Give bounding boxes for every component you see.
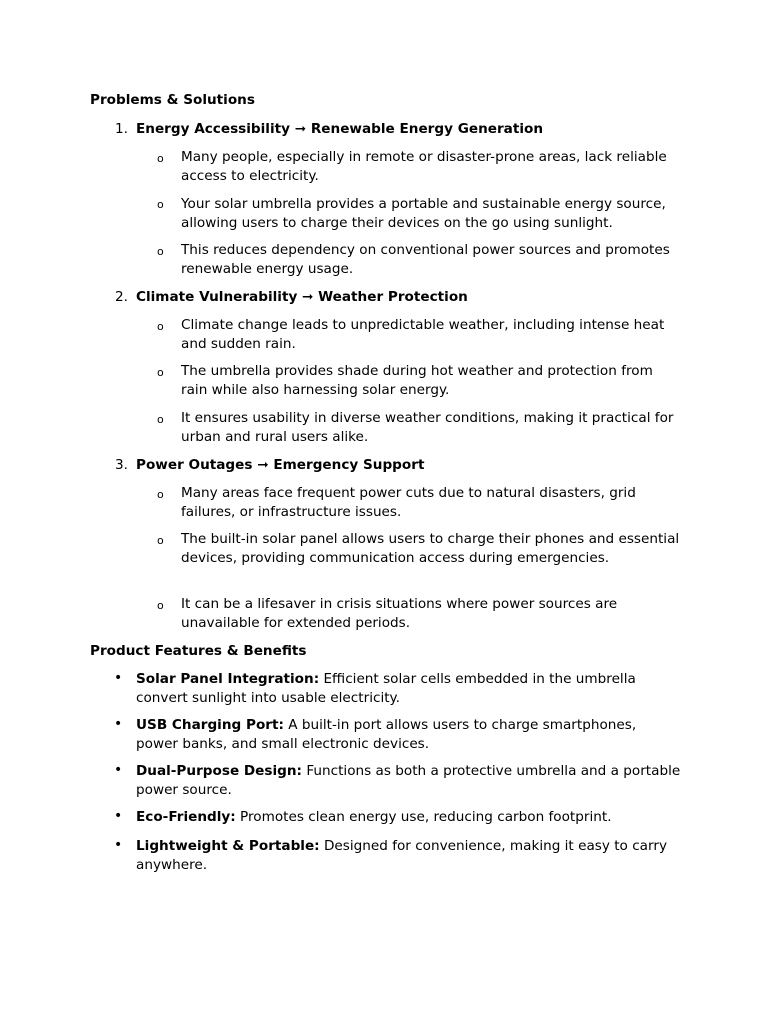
problem-number: 2. — [115, 289, 128, 305]
problem-title: Power Outages ➞ Emergency Support — [136, 457, 425, 473]
bullet-marker: • — [114, 837, 123, 853]
sub-bullet-marker: o — [157, 198, 164, 211]
feature-label: Dual-Purpose Design: — [136, 763, 302, 779]
bullet-marker: • — [114, 670, 123, 686]
bullet-marker: • — [114, 716, 123, 732]
problem-point: Many people, especially in remote or disaster-prone areas, lack reliable access to electricity. — [181, 149, 667, 184]
feature-label: Lightweight & Portable: — [136, 838, 320, 854]
bullet-marker: • — [114, 808, 123, 824]
features-heading: Product Features & Benefits — [90, 643, 307, 659]
problems-heading: Problems & Solutions — [90, 92, 255, 108]
problem-point: The umbrella provides shade during hot weather and protection from rain while also harnessing solar energy. — [181, 363, 653, 398]
sub-bullet-marker: o — [157, 488, 164, 501]
feature-text: Functions as both a protective umbrella and a portable power source. — [136, 763, 681, 798]
problem-point: It ensures usability in diverse weather conditions, making it practical for urban and rural users alike. — [181, 410, 674, 445]
feature-label: Eco-Friendly: — [136, 809, 236, 825]
sub-bullet-marker: o — [157, 534, 164, 547]
sub-bullet-marker: o — [157, 599, 164, 612]
problem-title: Climate Vulnerability ➞ Weather Protection — [136, 289, 468, 305]
feature-item — [136, 716, 681, 753]
problem-point: The built-in solar panel allows users to charge their phones and essential devices, providing communication access during emergencies. — [181, 531, 680, 566]
sub-bullet-marker: o — [157, 413, 164, 426]
feature-label: USB Charging Port: — [136, 717, 284, 733]
problem-point: Climate change leads to unpredictable weather, including intense heat and sudden rain. — [181, 317, 665, 352]
bullet-marker: • — [114, 762, 123, 778]
feature-text: Promotes clean energy use, reducing carbon footprint. — [235, 809, 612, 825]
problem-point: Your solar umbrella provides a portable and sustainable energy source, allowing users to charge their devices on the go using sunlight. — [181, 196, 666, 231]
problem-point: It can be a lifesaver in crisis situations where power sources are unavailable for extended periods. — [181, 596, 618, 631]
problem-number: 1. — [115, 121, 128, 137]
feature-item — [136, 837, 681, 874]
sub-bullet-marker: o — [157, 320, 164, 333]
problem-title: Energy Accessibility ➞ Renewable Energy Generation — [136, 121, 544, 137]
feature-item — [136, 762, 681, 799]
feature-item — [136, 670, 681, 707]
problem-number: 3. — [115, 457, 128, 473]
problem-point: This reduces dependency on conventional power sources and promotes renewable energy usage. — [181, 242, 670, 277]
sub-bullet-marker: o — [157, 245, 164, 258]
feature-text: A built-in port allows users to charge smartphones, power banks, and small electronic devices. — [136, 717, 637, 752]
feature-label: Solar Panel Integration: — [136, 671, 320, 687]
feature-text: Efficient solar cells embedded in the umbrella convert sunlight into usable electricity. — [136, 671, 636, 706]
sub-bullet-marker: o — [157, 366, 164, 379]
feature-text: Designed for convenience, making it easy to carry anywhere. — [136, 838, 667, 873]
feature-item — [136, 808, 681, 827]
problem-point: Many areas face frequent power cuts due to natural disasters, grid failures, or infrastructure issues. — [181, 485, 636, 520]
sub-bullet-marker: o — [157, 152, 164, 165]
